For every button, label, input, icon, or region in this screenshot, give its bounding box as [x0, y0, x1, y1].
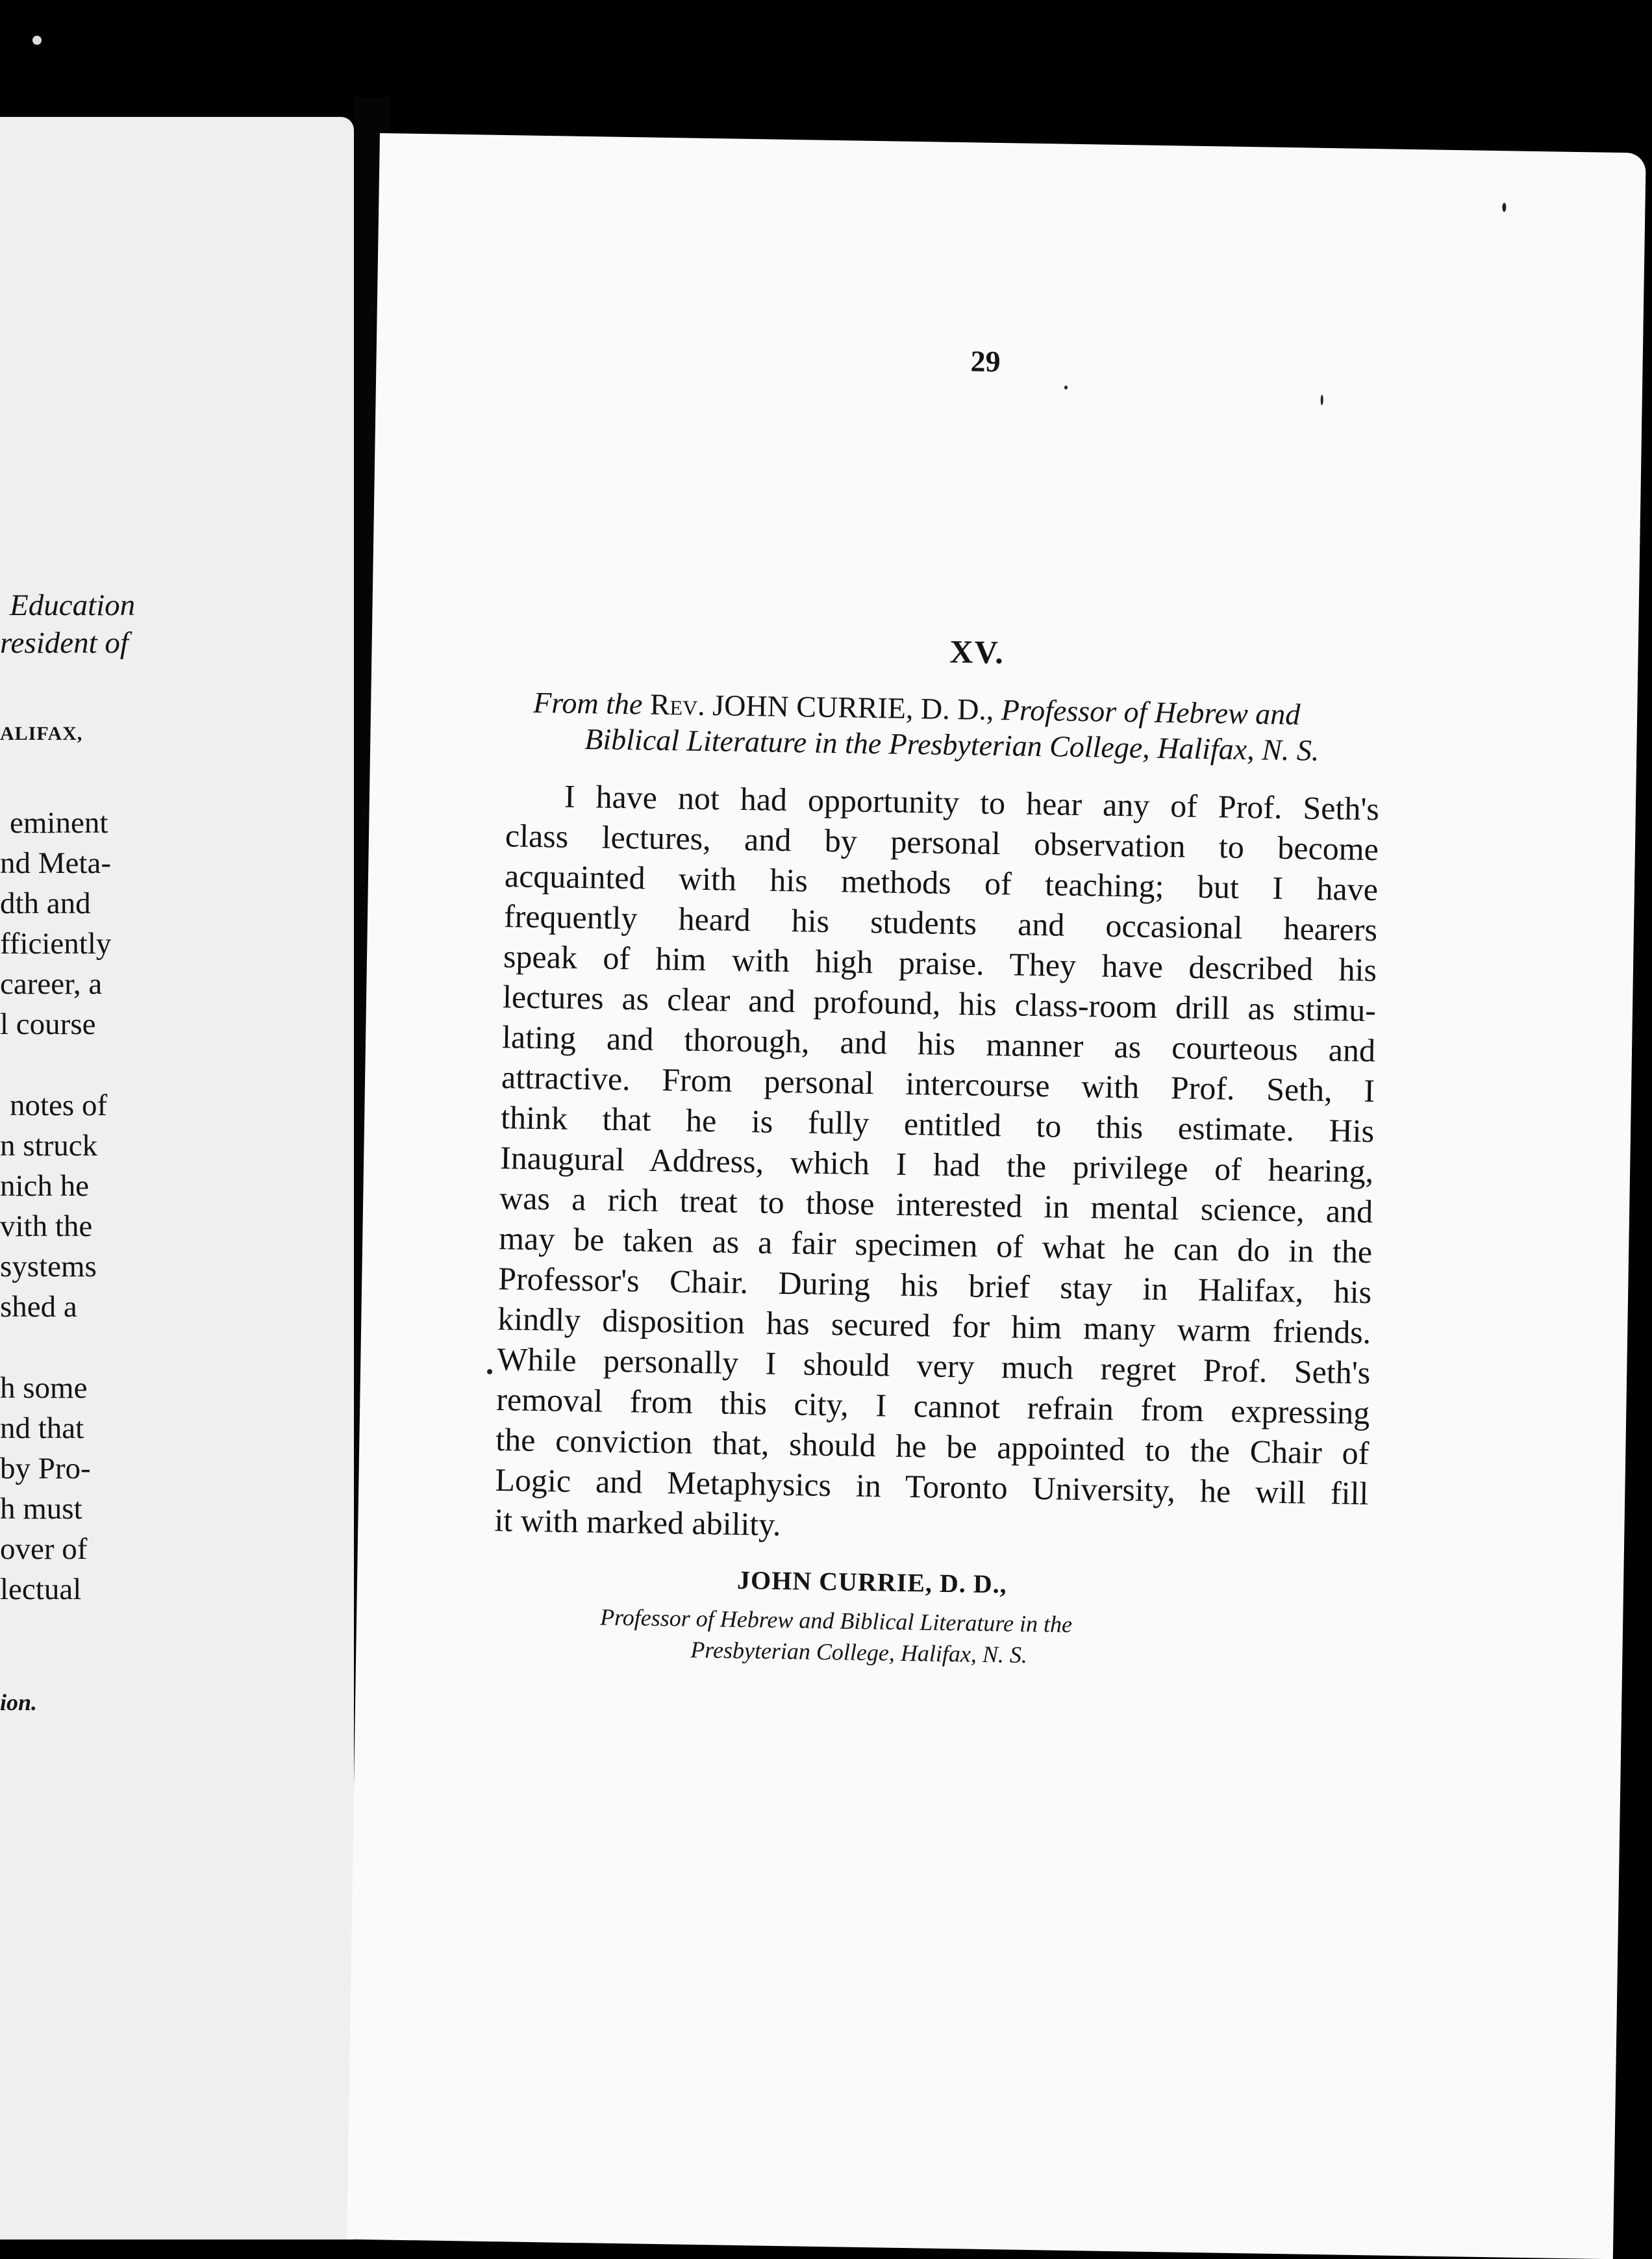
body-line: Professor's Chair. During his brief stay in Halifax, his — [497, 1260, 1372, 1311]
attribution-rev: Rev. — [649, 687, 706, 722]
body-line: acquainted with his methods of teaching; but I have — [504, 857, 1379, 908]
scan-speck — [487, 1369, 492, 1374]
left-page-line: l course — [0, 1007, 96, 1041]
body-line: lating and thorough, and his manner as courteous and — [501, 1018, 1376, 1069]
left-page-line: h some — [0, 1371, 88, 1405]
signature-name: JOHN CURRIE, D. D., — [736, 1565, 1008, 1599]
attribution-from: From the — [532, 685, 643, 721]
scan-speck — [1502, 203, 1506, 212]
left-page-line: Education — [10, 588, 136, 622]
left-page-line: by Pro- — [0, 1452, 91, 1485]
letter-body — [494, 775, 1379, 1554]
body-line: it with marked ability. — [494, 1502, 781, 1543]
attribution-name: JOHN CURRIE, D. D., — [712, 688, 994, 726]
page-number: 29 — [970, 344, 1001, 379]
right-page — [347, 133, 1646, 2259]
body-line: may be taken as a fair specimen of what he can do in the — [498, 1220, 1373, 1270]
attribution-title-continued: Biblical Literature in the Presbyterian College, Halifax, N. S. — [584, 722, 1320, 767]
body-line: I have not had opportunity to hear any of Prof. Seth's — [564, 777, 1380, 827]
body-line: While personally I should very much regret Prof. Seth's — [496, 1341, 1371, 1391]
left-page-line: nich he — [0, 1169, 90, 1203]
body-line: lectures as clear and profound, his class-room drill as stimu- — [502, 978, 1377, 1029]
left-facing-page — [0, 117, 354, 2240]
body-line: kindly disposition has secured for him many warm friends. — [497, 1300, 1371, 1351]
body-line: attractive. From personal intercourse with Prof. Seth, I — [501, 1059, 1375, 1109]
left-page-line: lectual — [0, 1572, 82, 1606]
left-page-line: dth and — [0, 887, 91, 920]
left-page-line: vith the — [0, 1209, 93, 1243]
left-page-line: eminent — [10, 806, 108, 840]
left-page-line: nd Meta- — [0, 846, 111, 880]
section-heading: XV. — [949, 633, 1005, 671]
scan-speck — [32, 36, 42, 45]
body-line: was a rich treat to those interested in mental science, and — [499, 1180, 1373, 1230]
body-line: Inaugural Address, which I had the privilege of hearing, — [499, 1139, 1374, 1190]
left-page-line: h must — [0, 1492, 82, 1526]
left-page-line: notes of — [10, 1089, 108, 1122]
letter-attribution — [532, 685, 1404, 770]
body-line: frequently heard his students and occasional hearers — [503, 898, 1378, 948]
left-page-line: resident of — [0, 626, 129, 660]
left-page-line: ALIFAX, — [0, 723, 83, 744]
left-page-line: shed a — [0, 1290, 77, 1324]
scan-speck — [1321, 395, 1323, 405]
body-line: removal from this city, I cannot refrain from expressing — [495, 1381, 1370, 1432]
left-page-line: systems — [0, 1250, 97, 1283]
body-line: think that he is fully entitled to this estimate. His — [500, 1099, 1375, 1150]
body-line: Logic and Metaphysics in Toronto University, he will fill — [495, 1461, 1369, 1512]
body-line: the conviction that, should he be appointed to the Chair of — [495, 1421, 1370, 1472]
body-line: speak of him with high praise. They have described his — [503, 938, 1377, 989]
left-page-line: fficiently — [0, 927, 112, 961]
left-page-line: n struck — [0, 1129, 98, 1163]
left-page-line: over of — [0, 1532, 88, 1566]
left-page-line: nd that — [0, 1411, 84, 1445]
left-page-line: ion. — [0, 1689, 38, 1715]
scan-speck — [1064, 386, 1068, 390]
left-page-line: career, a — [0, 967, 103, 1001]
body-line: class lectures, and by personal observation to become — [505, 817, 1379, 868]
signature-title-line: Presbyterian College, Halifax, N. S. — [690, 1636, 1028, 1668]
attribution-title: Professor of Hebrew and — [1001, 693, 1301, 731]
signature-title-line: Professor of Hebrew and Biblical Literature in the — [599, 1604, 1073, 1638]
signature-title — [599, 1602, 1072, 1671]
